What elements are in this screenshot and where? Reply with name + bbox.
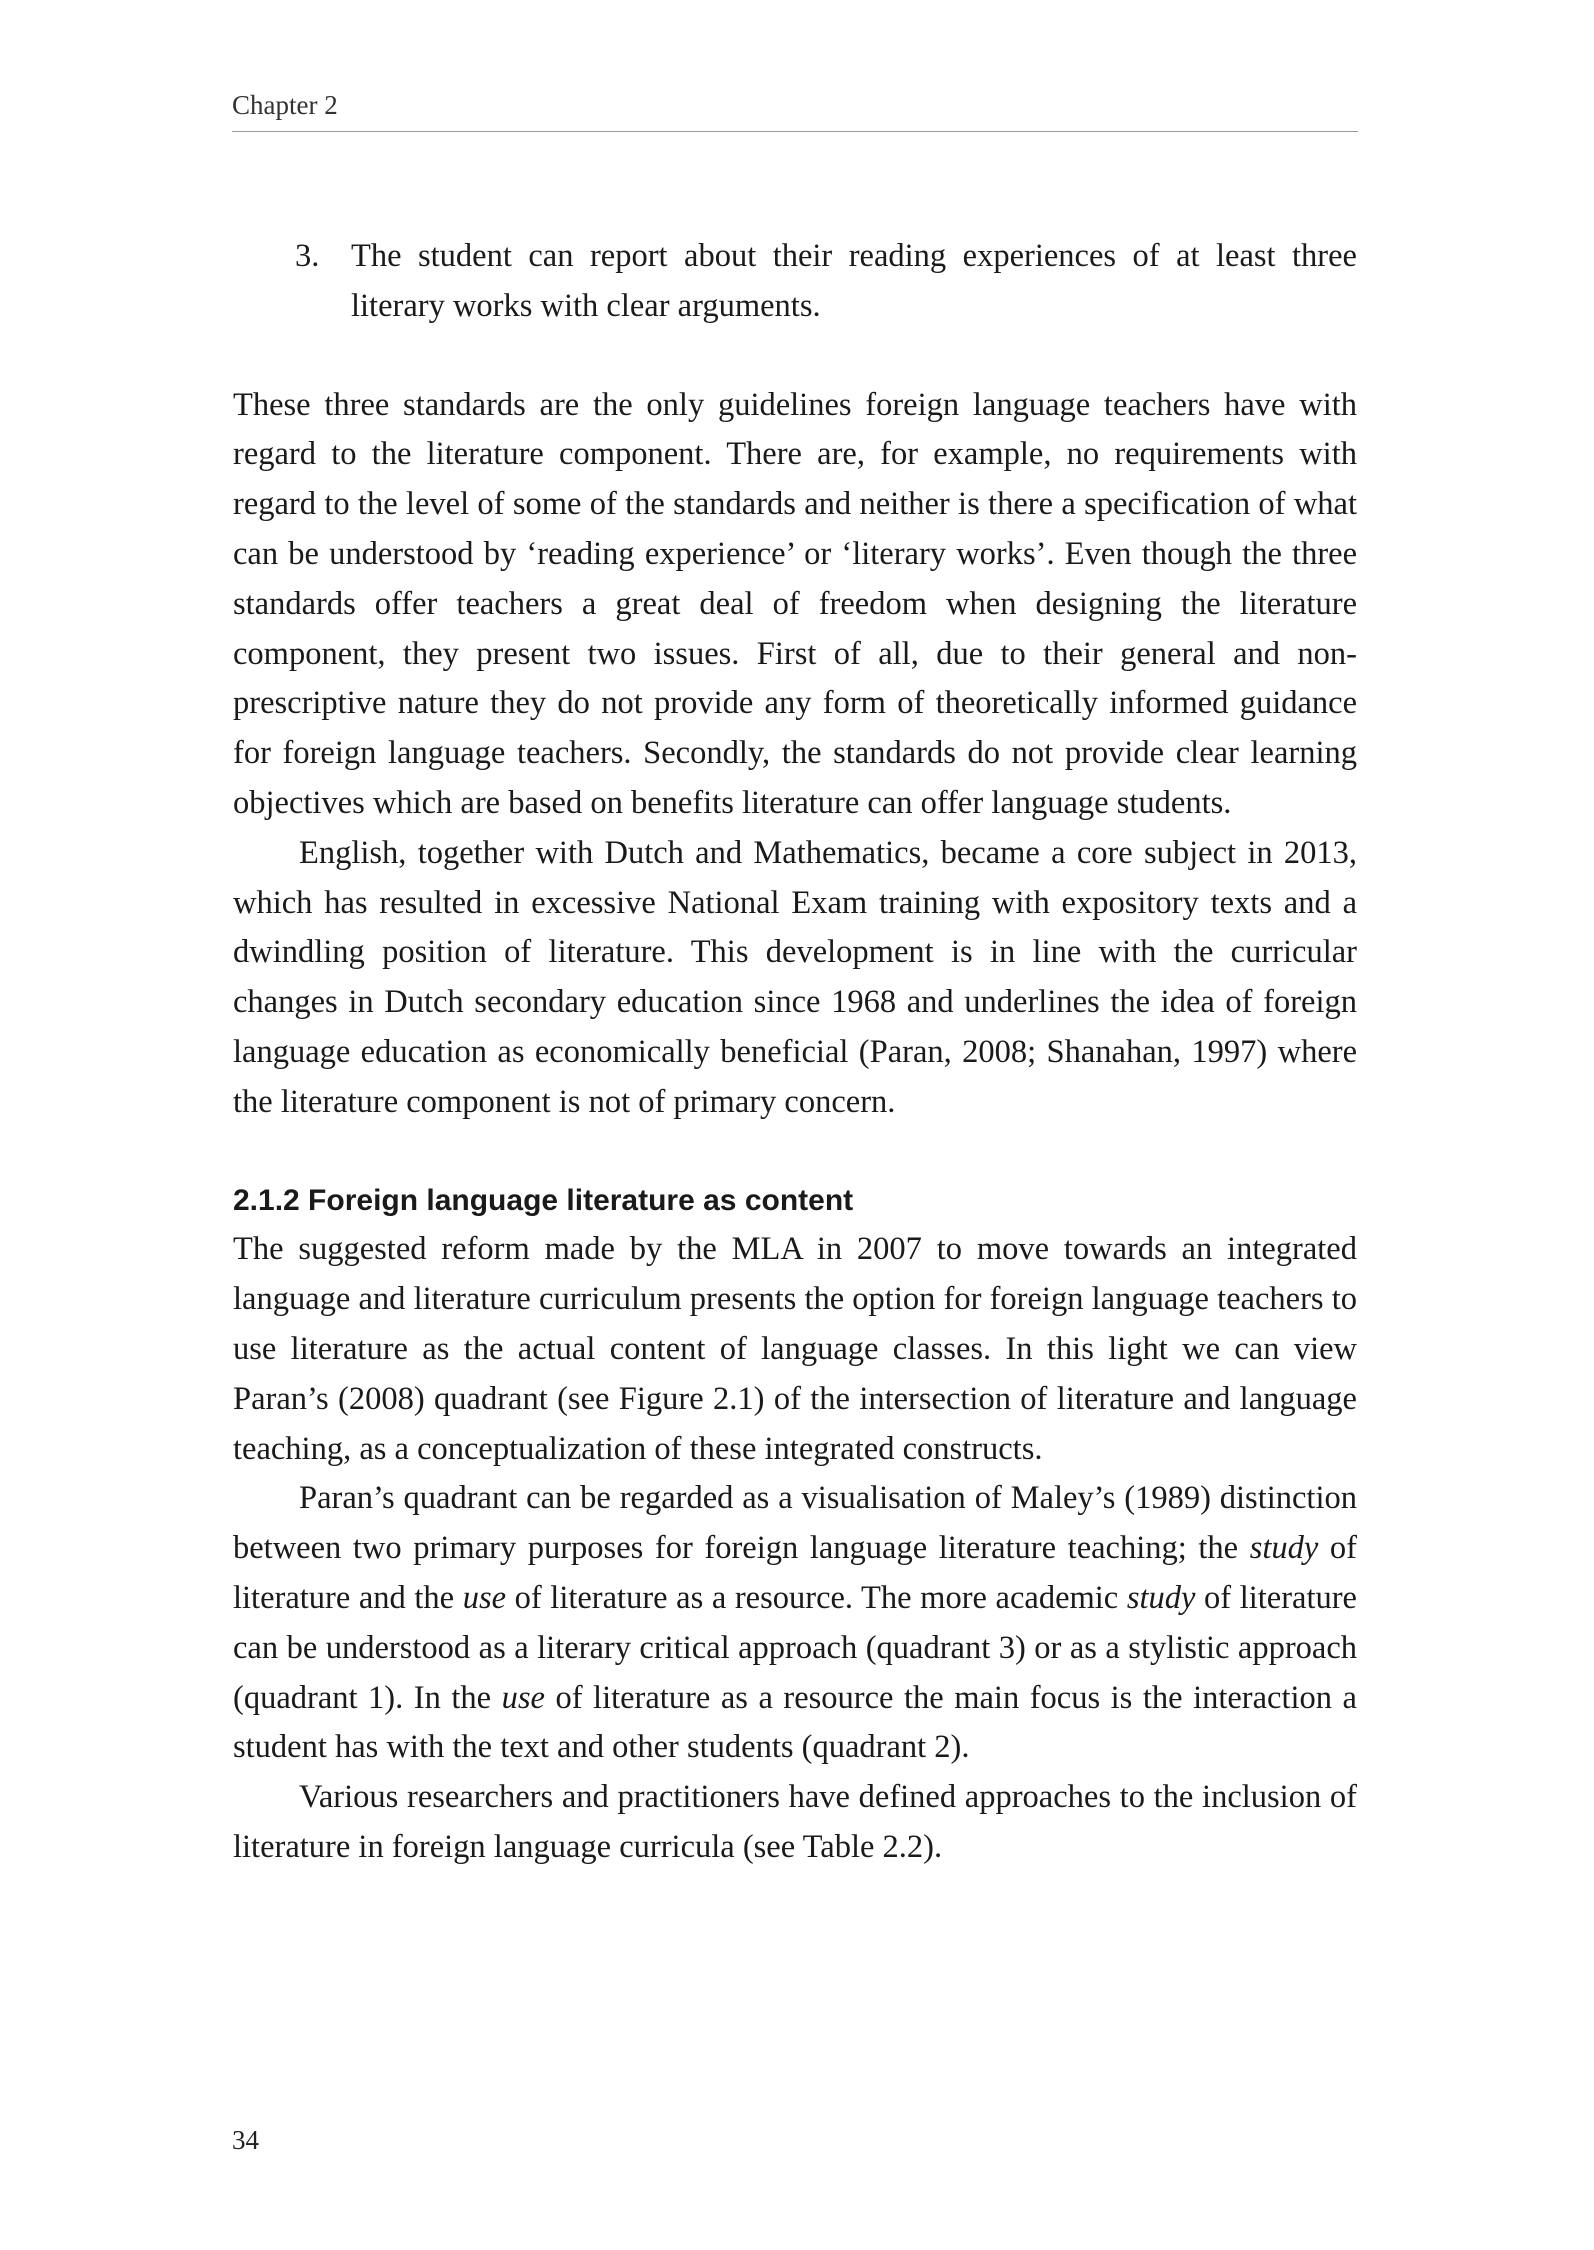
list-item-number: 3. — [295, 238, 320, 274]
paragraph-standards: These three standards are the only guidelines foreign language teachers have with regard to the literature component. There are, for example, no requirements with regard to the level of some of the standards and neither is there a specification of what can be understood by ‘reading experience’ or ‘literary works’. Even though the three standards offer teachers a great deal of freedom when designing the literature component, they present two issues. First of all, due to their general and non-prescriptive nature they do not provide any form of theoretically informed guidance for foreign language teachers. Secondly, the standards do not provide clear learning objectives which are based on benefits literature can offer language students. — [233, 386, 1357, 821]
page-number: 34 — [232, 2125, 259, 2155]
emphasis-use: use — [462, 1579, 507, 1616]
emphasis-use: use — [501, 1679, 545, 1716]
text-segment: of literature can be understood as a literary critical approach (quadrant 3) or as a stylistic approach (quadrant 1). In the — [233, 1579, 1357, 1716]
paragraph-core-subject: English, together with Dutch and Mathematics, became a core subject in 2013, which has resulted in excessive National Exam training with expository texts and a dwindling position of literature. This development is in line with the curricular changes in Dutch secondary education since 1968 and underlines the idea of foreign language education as economically beneficial (Paran, 2008; Shanahan, 1997) where the literature component is not of primary concern. — [233, 834, 1357, 1120]
paragraph-approaches: Various researchers and practitioners have defined approaches to the inclusion of literature in foreign language curricula (see Table 2.2). — [233, 1779, 1357, 1865]
paragraph-paran-quadrant — [233, 1474, 1357, 1773]
section-heading: 2.1.2 Foreign language literature as content — [233, 1183, 854, 1217]
running-header — [232, 92, 1358, 132]
text-segment: Paran’s quadrant can be regarded as a visualisation of Maley’s (1989) distinction between two primary purposes for foreign language literature teaching; the — [233, 1480, 1357, 1567]
chapter-title: Chapter 2 — [232, 90, 338, 120]
emphasis-study: study — [1249, 1530, 1319, 1567]
text-segment: of literature and the — [233, 1530, 1357, 1616]
text-segment: of literature as a resource the main focus is the interaction a student has with the text and other students (quadrant 2). — [233, 1679, 1357, 1766]
text-segment: of literature as a resource. The more academic — [506, 1579, 1127, 1616]
list-item-3 — [295, 232, 1357, 332]
paragraph-mla-reform: The suggested reform made by the MLA in 2007 to move towards an integrated language and literature curriculum presents the option for foreign language teachers to use literature as the actual content of language classes. In this light we can view Paran’s (2008) quadrant (see Figure 2.1) of the intersection of literature and language teaching, as a conceptualization of these integrated constructs. — [233, 1231, 1357, 1467]
emphasis-study: study — [1126, 1579, 1196, 1616]
page-body — [233, 232, 1357, 1873]
list-item-text: The student can report about their reading experiences of at least three literary works with clear arguments. — [351, 238, 1357, 324]
